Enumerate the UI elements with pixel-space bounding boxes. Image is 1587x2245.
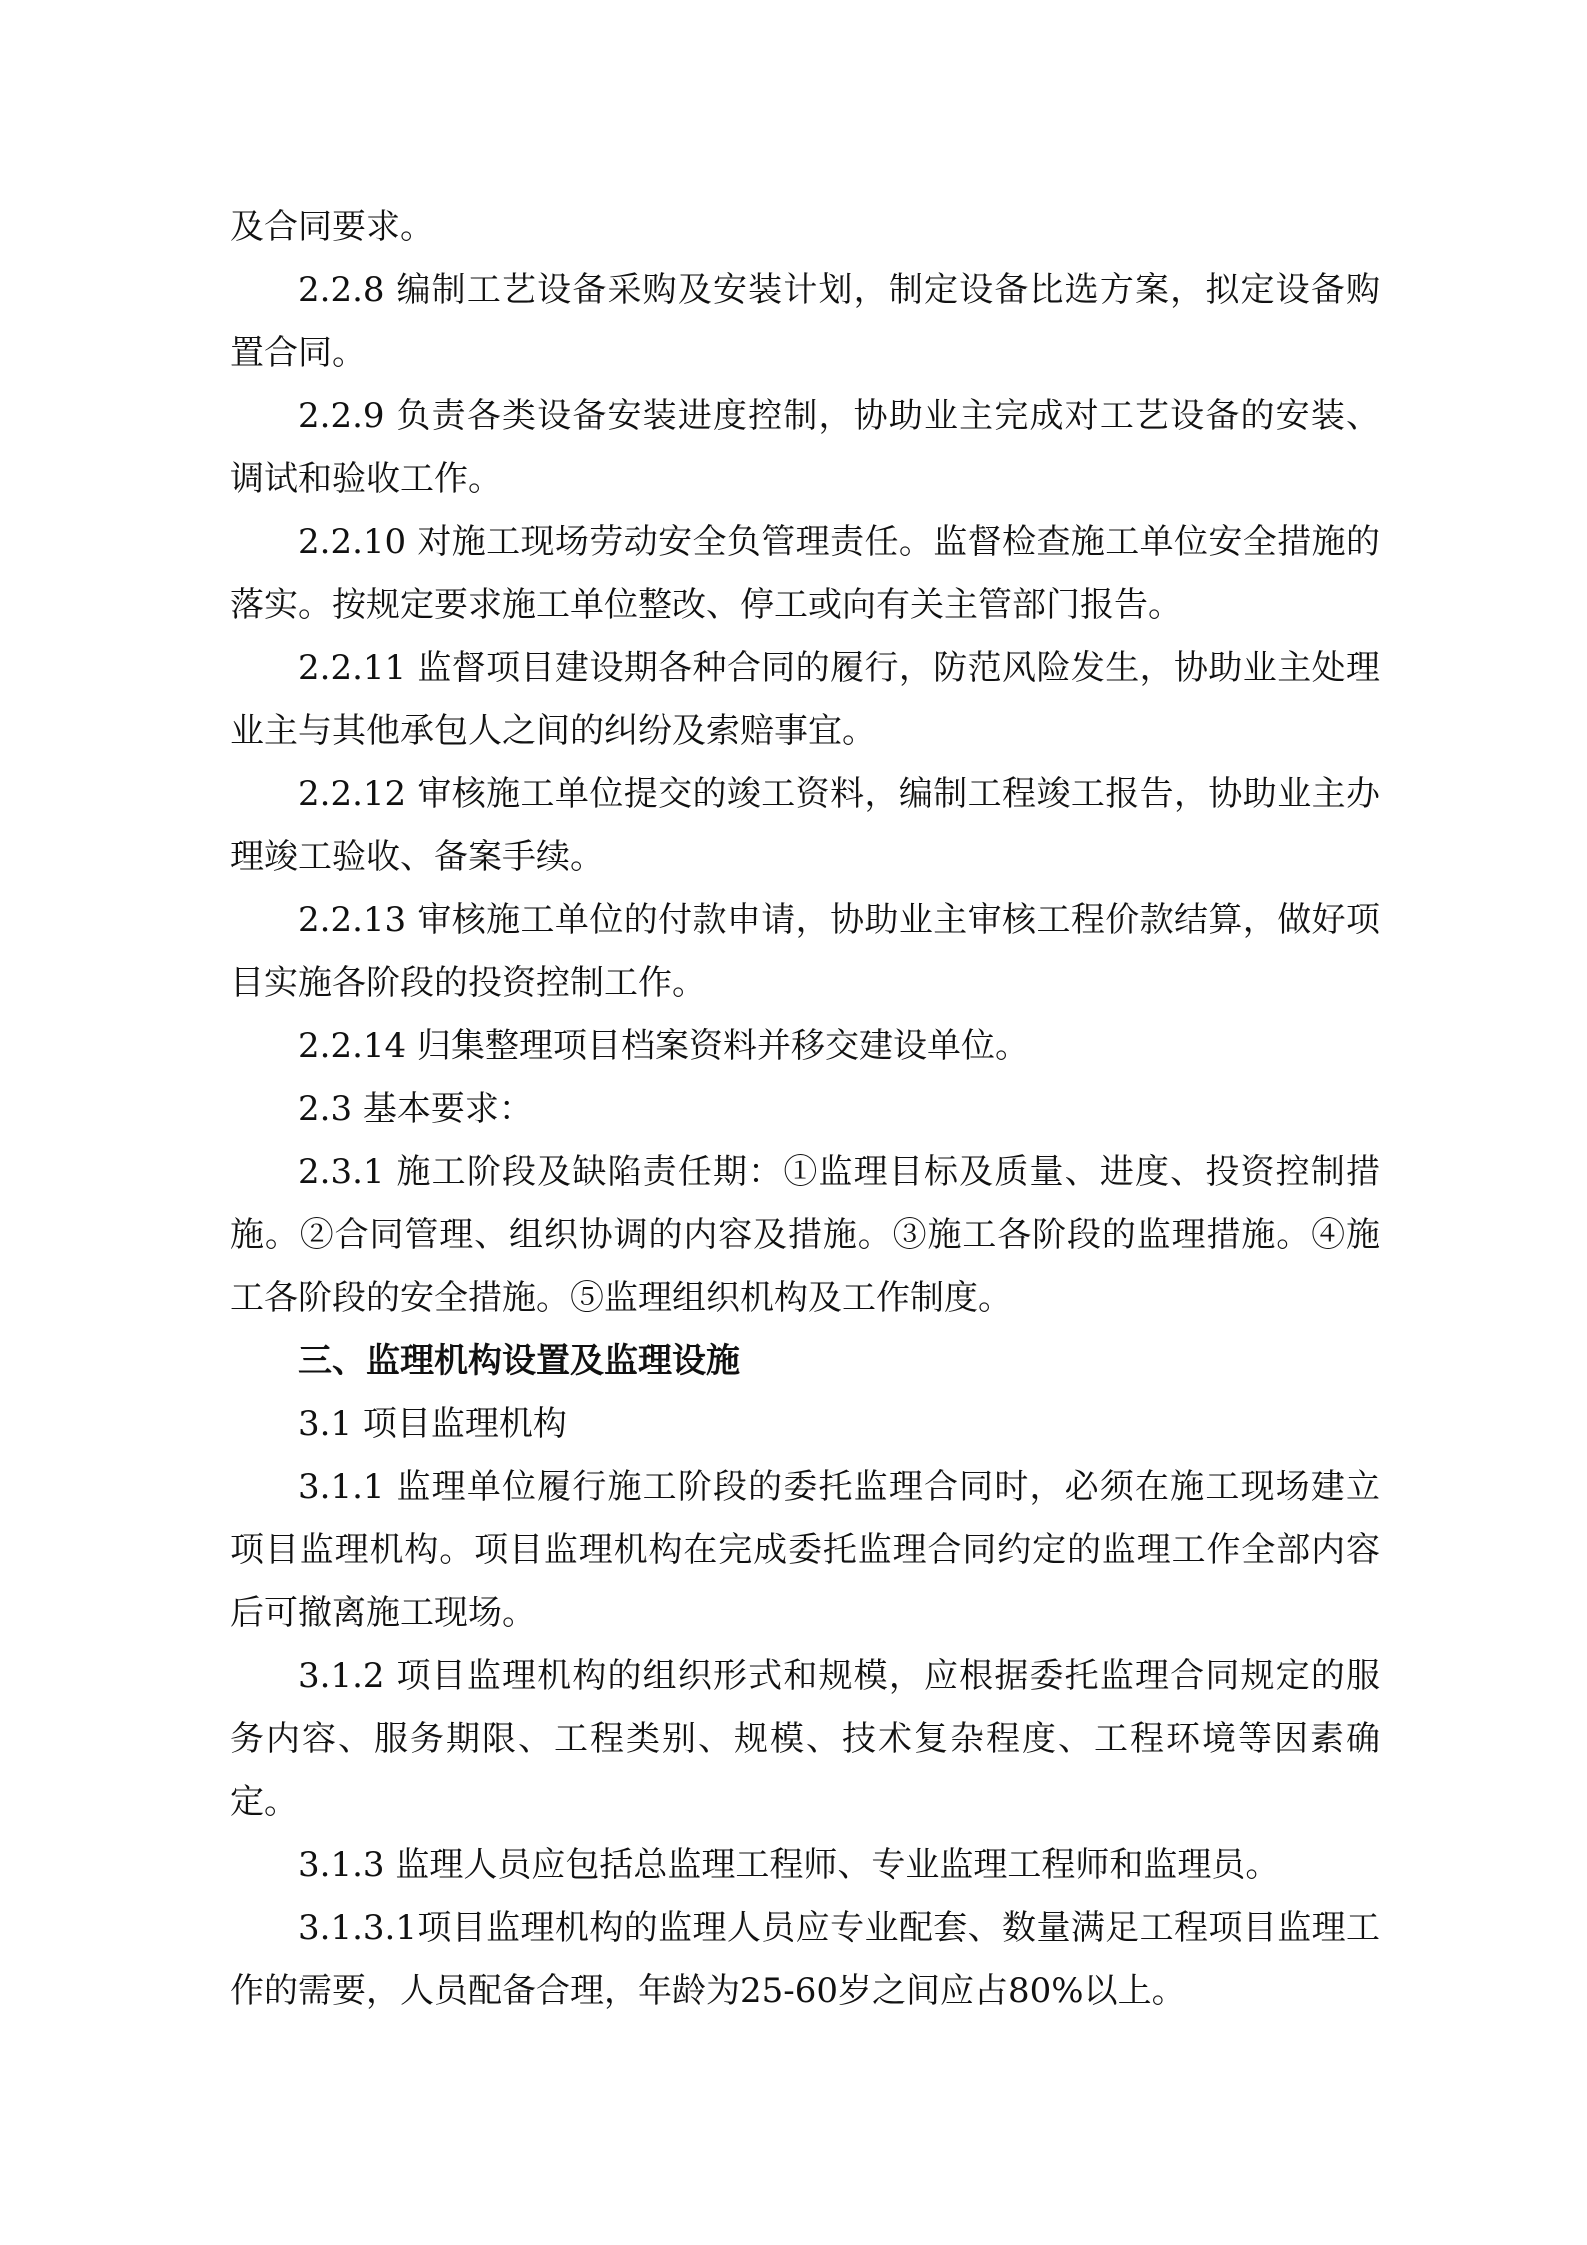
paragraph: 2.2.10 对施工现场劳动安全负管理责任。监督检查施工单位安全措施的落实。按规定要求施工单位整改、停工或向有关主管部门报告。 — [230, 522, 1380, 625]
paragraph: 3.1.1 监理单位履行施工阶段的委托监理合同时，必须在施工现场建立项目监理机构。项目监理机构在完成委托监理合同约定的监理工作全部内容后可撤离施工现场。 — [230, 1467, 1380, 1633]
paragraph: 2.2.12 审核施工单位提交的竣工资料，编制工程竣工报告，协助业主办理竣工验收、备案手续。 — [230, 774, 1380, 877]
paragraph: 2.2.9 负责各类设备安装进度控制，协助业主完成对工艺设备的安装、调试和验收工作。 — [230, 396, 1380, 499]
section-heading: 三、监理机构设置及监理设施 — [298, 1341, 740, 1381]
paragraph: 2.3 基本要求： — [298, 1089, 533, 1129]
paragraph: 3.1.3 监理人员应包括总监理工程师、专业监理工程师和监理员。 — [298, 1845, 1280, 1885]
paragraph: 3.1.3.1项目监理机构的监理人员应专业配套、数量满足工程项目监理工作的需要，人员配备合理，年龄为25-60岁之间应占80%以上。 — [230, 1908, 1380, 2011]
document-body — [230, 196, 1380, 2023]
paragraph: 2.2.8 编制工艺设备采购及安装计划，制定设备比选方案，拟定设备购置合同。 — [230, 270, 1380, 373]
paragraph: 3.1.2 项目监理机构的组织形式和规模，应根据委托监理合同规定的服务内容、服务期限、工程类别、规模、技术复杂程度、工程环境等因素确定。 — [230, 1656, 1380, 1822]
paragraph: 2.2.11 监督项目建设期各种合同的履行，防范风险发生，协助业主处理业主与其他承包人之间的纠纷及索赔事宜。 — [230, 648, 1380, 751]
paragraph: 及合同要求。 — [230, 207, 434, 247]
paragraph: 2.3.1 施工阶段及缺陷责任期：①监理目标及质量、进度、投资控制措施。②合同管理、组织协调的内容及措施。③施工各阶段的监理措施。④施工各阶段的安全措施。⑤监理组织机构及工作制度。 — [230, 1152, 1380, 1318]
paragraph: 2.2.13 审核施工单位的付款申请，协助业主审核工程价款结算，做好项目实施各阶段的投资控制工作。 — [230, 900, 1380, 1003]
paragraph: 3.1 项目监理机构 — [298, 1404, 567, 1444]
paragraph: 2.2.14 归集整理项目档案资料并移交建设单位。 — [298, 1026, 1029, 1066]
